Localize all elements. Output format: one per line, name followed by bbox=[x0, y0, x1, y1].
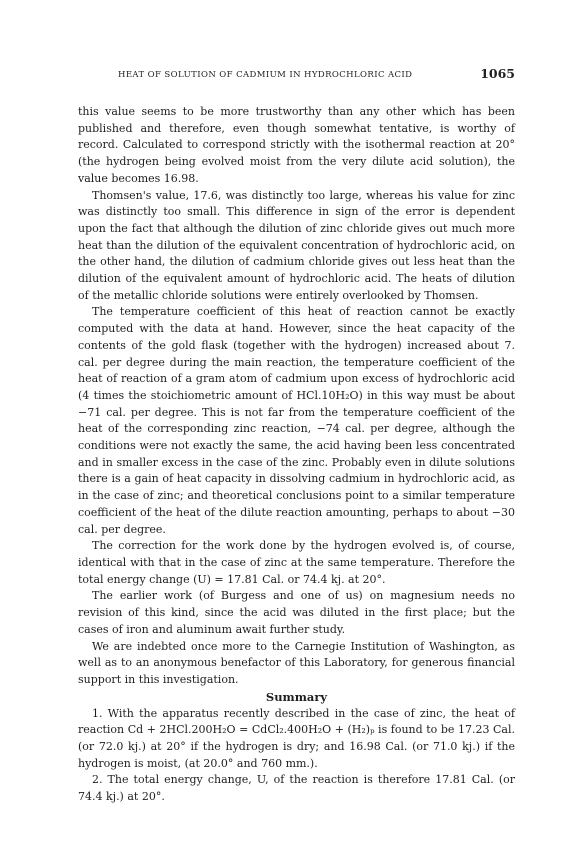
page-header bbox=[78, 66, 515, 86]
paragraph-temperature-coefficient: The temperature coefficient of this heat of reaction cannot be exactly computed with the data at hand. However, since the heat capacity of the contents of the gold flask (together with the hydrogen) increased about 7. cal. per degree during the main reaction, the temperature coefficient of the heat of reaction of a gram atom of cadmium upon excess of hydrochloric acid (4 times the stoichiometric amount of HCl.10H₂O) in this way must be about −71 cal. per degree. This is not far from the temperature coefficient of the heat of the corresponding zinc reaction, −74 cal. per degree, although the conditions were not exactly the same, the acid having been less concentrated and in smaller excess in the case of the zinc. Probably even in dilute solutions there is a gain of heat capacity in dissolving cadmium in hydrochloric acid, as in the case of zinc; and theoretical conclusions point to a similar temperature coefficient of the heat of the dilute reaction amounting, perhaps to about −30 cal. per degree. bbox=[78, 305, 515, 536]
summary-item: 1. With the apparatus recently described in the case of zinc, the heat of reaction Cd + 2HCl.200H₂O = CdCl₂.400H₂O + (H₂)ₚ is found to be 17.23 Cal. (or 72.0 kj.) at 20° if the hydrogen is dry; and 16.98 Cal. (or 71.0 kj.) if the hydrogen is moist, (at 20.0° and 760 mm.). bbox=[78, 706, 515, 770]
paragraph-thomsen: Thomsen's value, 17.6, was distinctly too large, whereas his value for zinc was distinctly too small. This difference in sign of the error is dependent upon the fact that although the dilution of zinc chloride gives out much more heat than the dilution of the equivalent concentration of hydrochloric acid, on the other hand, the dilution of cadmium chloride gives out less heat than the dilution of the equivalent amount of hydrochloric acid. The heats of dilution of the metallic chloride solutions were entirely overlooked by Thomsen. bbox=[78, 188, 515, 302]
page-number: 1065 bbox=[480, 66, 515, 81]
summary-item: 2. The total energy change, U, of the reaction is therefore 17.81 Cal. (or 74.4 kj.) at 20°. bbox=[78, 773, 515, 804]
running-head: HEAT OF SOLUTION OF CADMIUM IN HYDROCHLORIC ACID bbox=[118, 70, 413, 80]
page bbox=[78, 66, 515, 806]
paragraph-earlier-work: The earlier work (of Burgess and one of us) on magnesium needs no revision of this kind, since the acid was diluted in the first place; but the cases of iron and aluminum await further study. bbox=[78, 589, 515, 636]
paragraph-work-correction: The correction for the work done by the hydrogen evolved is, of course, identical with that in the case of zinc at the same temperature. Therefore the total energy change (U) = 17.81 Cal. or 74.4 kj. at 20°. bbox=[78, 539, 515, 586]
paragraph-acknowledgment: We are indebted once more to the Carnegie Institution of Washington, as well as to an anonymous benefactor of this Laboratory, for generous financial support in this investigation. bbox=[78, 639, 515, 686]
paragraph-continuation: this value seems to be more trustworthy than any other which has been published and therefore, even though somewhat tentative, is worthy of record. Calculated to correspond strictly with the isothermal reaction at 20° (the hydrogen being evolved moist from the very dilute acid solution), the value becomes 16.98. bbox=[78, 105, 515, 185]
summary-heading: Summary bbox=[265, 689, 328, 704]
